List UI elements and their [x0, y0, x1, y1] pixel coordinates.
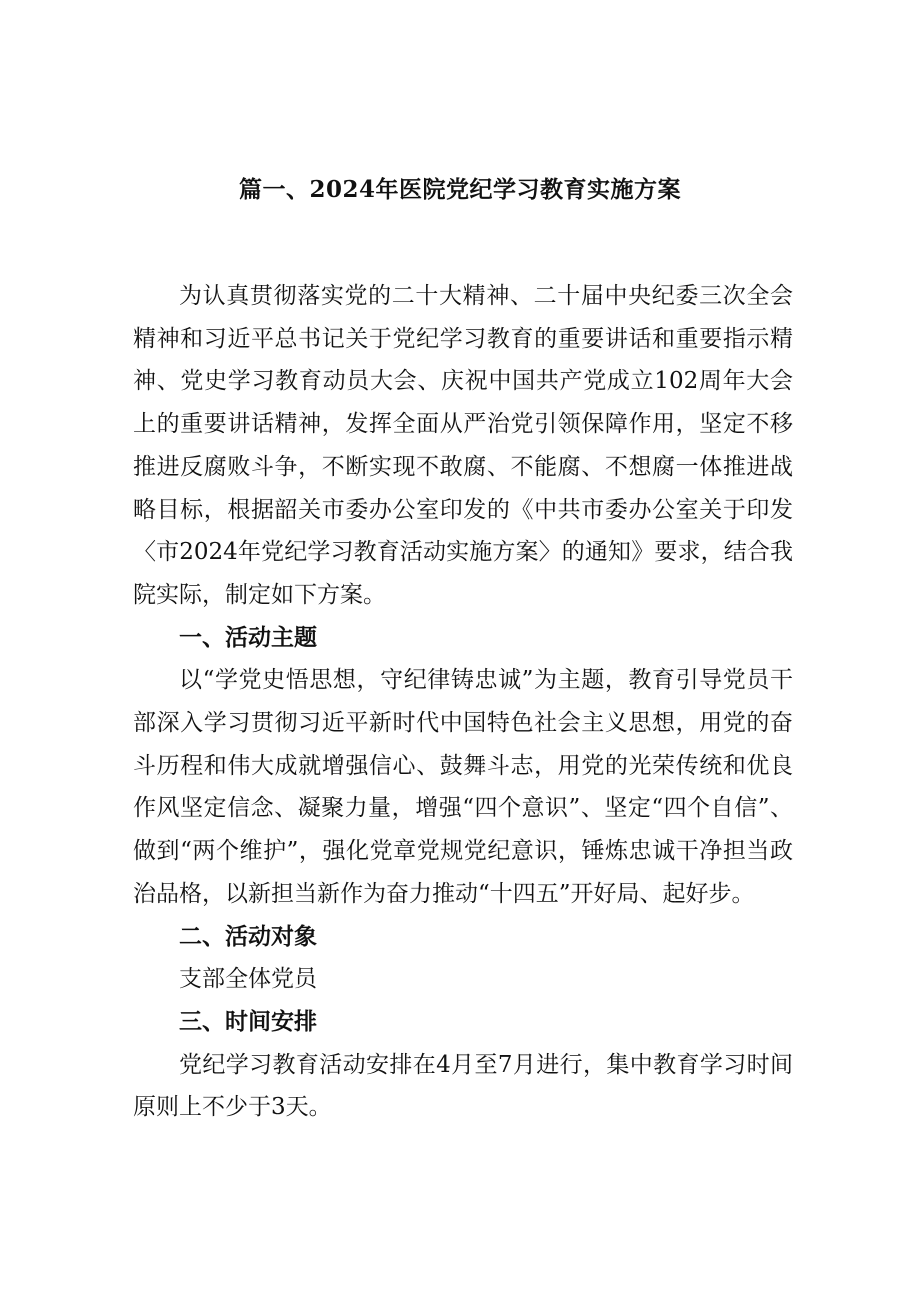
document-title: 篇一、2024年医院党纪学习教育实施方案	[238, 176, 681, 203]
section-heading-schedule: 三、时间安排	[179, 1007, 317, 1035]
document-body	[133, 275, 793, 1129]
section-heading-participants: 二、活动对象	[179, 922, 317, 950]
section-heading-theme: 一、活动主题	[179, 623, 317, 651]
section-text-theme: 以“学党史悟思想，守纪律铸忠诚”为主题，教育引导党员干部深入学习贯彻习近平新时代中国特色社会主义思想，用党的奋斗历程和伟大成就增强信心、鼓舞斗志，用党的光荣传统和优良作风坚定信念、凝聚力量，增强“四个意识”、坚定“四个自信”、做到“两个维护”，强化党章党规党纪意识，锤炼忠诚干净担当政治品格，以新担当新作为奋力推动“十四五”开好局、起好步。	[133, 667, 793, 907]
intro-paragraph: 为认真贯彻落实党的二十大精神、二十届中央纪委三次全会精神和习近平总书记关于党纪学习教育的重要讲话和重要指示精神、党史学习教育动员大会、庆祝中国共产党成立102周年大会上的重要讲话精神，发挥全面从严治党引领保障作用，坚定不移推进反腐败斗争，不断实现不敢腐、不能腐、不想腐一体推进战略目标，根据韶关市委办公室印发的《中共市委办公室关于印发〈市2024年党纪学习教育活动实施方案〉的通知》要求，结合我院实际，制定如下方案。	[133, 283, 793, 608]
section-text-participants: 支部全体党员	[179, 966, 317, 993]
section-text-schedule: 党纪学习教育活动安排在4月至7月进行，集中教育学习时间原则上不少于3天。	[133, 1051, 793, 1121]
